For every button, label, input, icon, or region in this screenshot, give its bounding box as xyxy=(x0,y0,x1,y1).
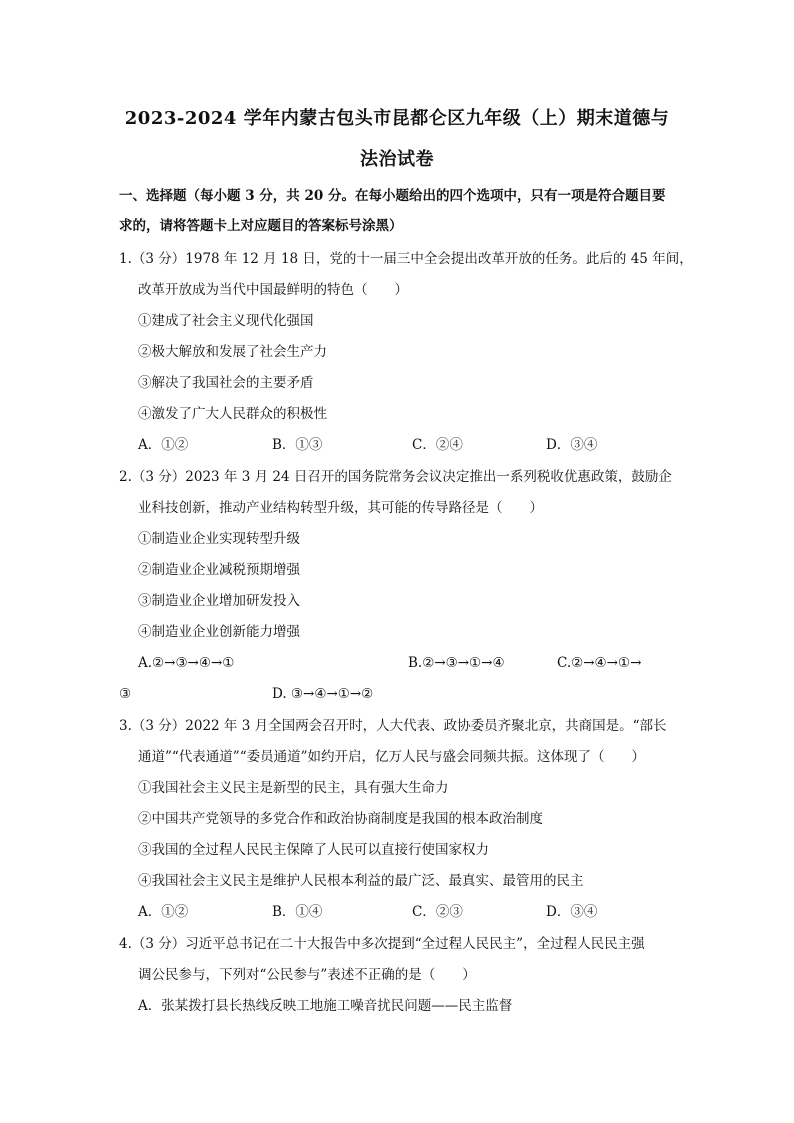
question-3-option-c: C．②③ xyxy=(412,904,463,920)
question-1-item-4: ④激发了广大人民群众的积极性 xyxy=(138,406,327,422)
question-2-option-b: B.②→③→①→④ xyxy=(408,655,505,671)
question-3-option-a: A．①② xyxy=(138,904,189,920)
question-3-option-b: B．①④ xyxy=(272,904,323,920)
question-3-item-3: ③我国的全过程人民民主保障了人民可以直接行使国家权力 xyxy=(138,842,489,858)
question-2-option-c-wrap: ③ xyxy=(119,686,132,702)
question-1-option-d: D．③④ xyxy=(546,437,598,453)
question-4-option-a: A．张某拨打县长热线反映工地施工噪音扰民问题——民主监督 xyxy=(138,998,513,1014)
question-1-option-b: B．①③ xyxy=(272,437,323,453)
question-4-stem-line1: 4.（3 分）习近平总书记在二十大报告中多次提到“全过程人民民主”，全过程人民民主强 xyxy=(119,936,645,952)
question-1-stem-line1: 1.（3 分）1978 年 12 月 18 日，党的十一届三中全会提出改革开放的任务。此后的 45 年间， xyxy=(119,251,693,267)
question-1-option-c: C．②④ xyxy=(412,437,463,453)
question-3-item-4: ④我国社会主义民主是维护人民根本利益的最广泛、最真实、最管用的民主 xyxy=(138,873,584,889)
question-2-item-4: ④制造业企业创新能力增强 xyxy=(138,624,300,640)
question-1-item-2: ②极大解放和发展了社会生产力 xyxy=(138,344,327,360)
section-heading-line2: 求的，请将答题卡上对应题目的答案标号涂黑） xyxy=(119,218,403,234)
question-3-item-2: ②中国共产党领导的多党合作和政治协商制度是我国的根本政治制度 xyxy=(138,811,543,827)
question-1-item-1: ①建成了社会主义现代化强国 xyxy=(138,313,314,329)
section-heading-line1: 一、选择题（每小题 3 分，共 20 分。在每小题给出的四个选项中，只有一项是符合题目要 xyxy=(119,188,666,204)
question-3-stem-line1: 3.（3 分）2022 年 3 月全国两会召开时，人大代表、政协委员齐聚北京，共商国是。“部长 xyxy=(119,718,667,734)
question-3-item-1: ①我国社会主义民主是新型的民主，具有强大生命力 xyxy=(138,780,449,796)
question-3-stem-line2: 通道”“代表通道”“委员通道”如约开启，亿万人民与盛会同频共振。这体现了（ ） xyxy=(138,749,646,765)
question-2-option-c: C.②→④→①→ xyxy=(557,655,642,671)
question-3-option-d: D．③④ xyxy=(546,904,598,920)
exam-title-line2: 法治试卷 xyxy=(360,149,434,170)
question-1-stem-line2: 改革开放成为当代中国最鲜明的特色（ ） xyxy=(138,282,408,298)
question-1-option-a: A．①② xyxy=(138,437,189,453)
question-2-stem-line2: 业科技创新，推动产业结构转型升级，其可能的传导路径是（ ） xyxy=(138,500,543,516)
question-4-stem-line2: 调公民参与，下列对“公民参与”表述不正确的是（ ） xyxy=(138,967,476,983)
exam-title-line1: 2023-2024 学年内蒙古包头市昆都仑区九年级（上）期末道德与 xyxy=(124,108,670,129)
question-1-item-3: ③解决了我国社会的主要矛盾 xyxy=(138,375,314,391)
question-2-item-3: ③制造业企业增加研发投入 xyxy=(138,593,300,609)
question-2-item-1: ①制造业企业实现转型升级 xyxy=(138,531,300,547)
question-2-stem-line1: 2.（3 分）2023 年 3 月 24 日召开的国务院常务会议决定推出一系列税收优惠政策，鼓励企 xyxy=(119,469,672,485)
question-2-item-2: ②制造业企业减税预期增强 xyxy=(138,562,300,578)
question-2-option-a: A.②→③→④→① xyxy=(138,655,235,671)
question-2-option-d: D. ③→④→①→② xyxy=(272,686,374,702)
